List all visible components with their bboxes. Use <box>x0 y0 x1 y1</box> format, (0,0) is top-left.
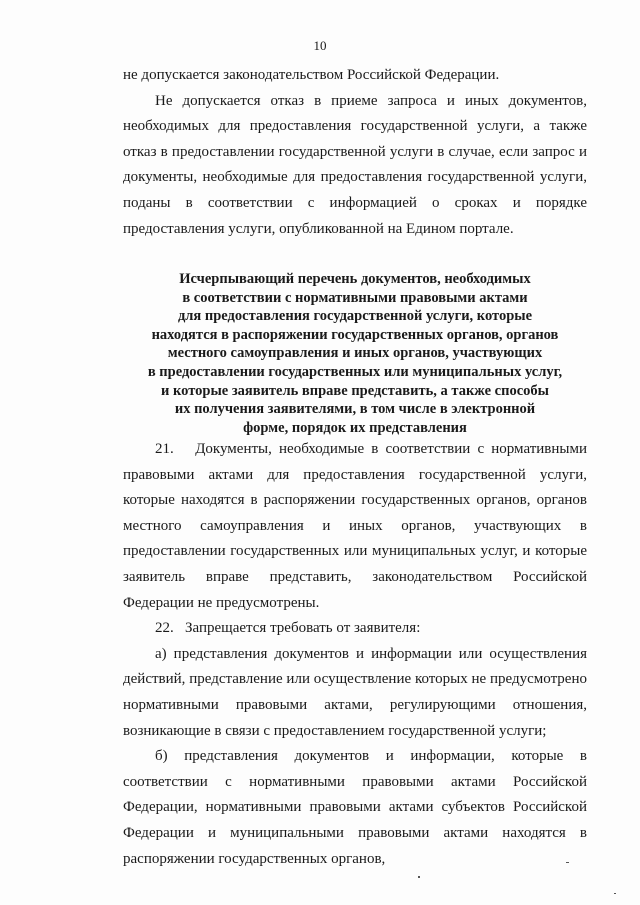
body-text-bottom <box>123 437 587 872</box>
heading-line: форме, порядок их представления <box>243 419 467 436</box>
scan-speck <box>566 862 569 863</box>
heading-line: в предоставлении государственных или муниципальных услуг, <box>147 363 563 380</box>
paragraph-21: 21. Документы, необходимые в соответствии с нормативными правовыми актами для предоставления государственной услуги, которые находятся в распоряжении государственных органов, органов местного самоуправления и иных органов, участвующих в предоставлении государственных или муниципальных услуг, и которые заявитель вправе представить, законодательством Российской Федерации не предусмотрены. <box>123 441 587 611</box>
heading-line: местного самоуправления и иных органов, участвующих <box>167 345 543 362</box>
page-number: 10 <box>313 38 327 53</box>
heading-line: их получения заявителями, в том числе в электронной <box>174 401 536 418</box>
heading-line: для предоставления государственной услуги, которые <box>177 308 533 325</box>
list-item-a: а) представления документов и информации или осуществления действий, представление или осуществление которых не предусмотрено нормативными правовыми актами, регулирующими отношения, возникающие в связи с предоставлением государственной услуги; <box>123 645 587 739</box>
heading-line: и которые заявитель вправе представить, а также способы <box>161 382 549 399</box>
paragraph: Не допускается отказ в приеме запроса и иных документов, необходимых для предоставления государственной услуги, а также отказ в предоставлении государственной услуги в случае, если запрос и документы, необходимые для предоставления государственной услуги, поданы в соответствии с информацией о сроках и порядке предоставления услуги, опубликованной на Едином портале. <box>123 92 587 237</box>
scan-speck <box>418 876 420 878</box>
scan-speck <box>614 893 616 894</box>
heading-line: в соответствии с нормативными правовыми актами <box>182 289 528 306</box>
paragraph-22: 22. Запрещается требовать от заявителя: <box>155 620 421 637</box>
paragraph-continuation: не допускается законодательством Российской Федерации. <box>123 67 500 83</box>
section-heading <box>123 270 587 437</box>
body-text-top <box>123 63 587 242</box>
heading-line: Исчерпывающий перечень документов, необходимых <box>179 271 531 287</box>
heading-line: находятся в распоряжении государственных органов, органов <box>151 326 559 343</box>
list-item-b: б) представления документов и информации, которые в соответствии с нормативными правовыми актами Российской Федерации, нормативными правовыми актами субъектов Российской Федерации и муниципальными правовыми актами находятся в распоряжении государственных органов, <box>123 748 587 867</box>
